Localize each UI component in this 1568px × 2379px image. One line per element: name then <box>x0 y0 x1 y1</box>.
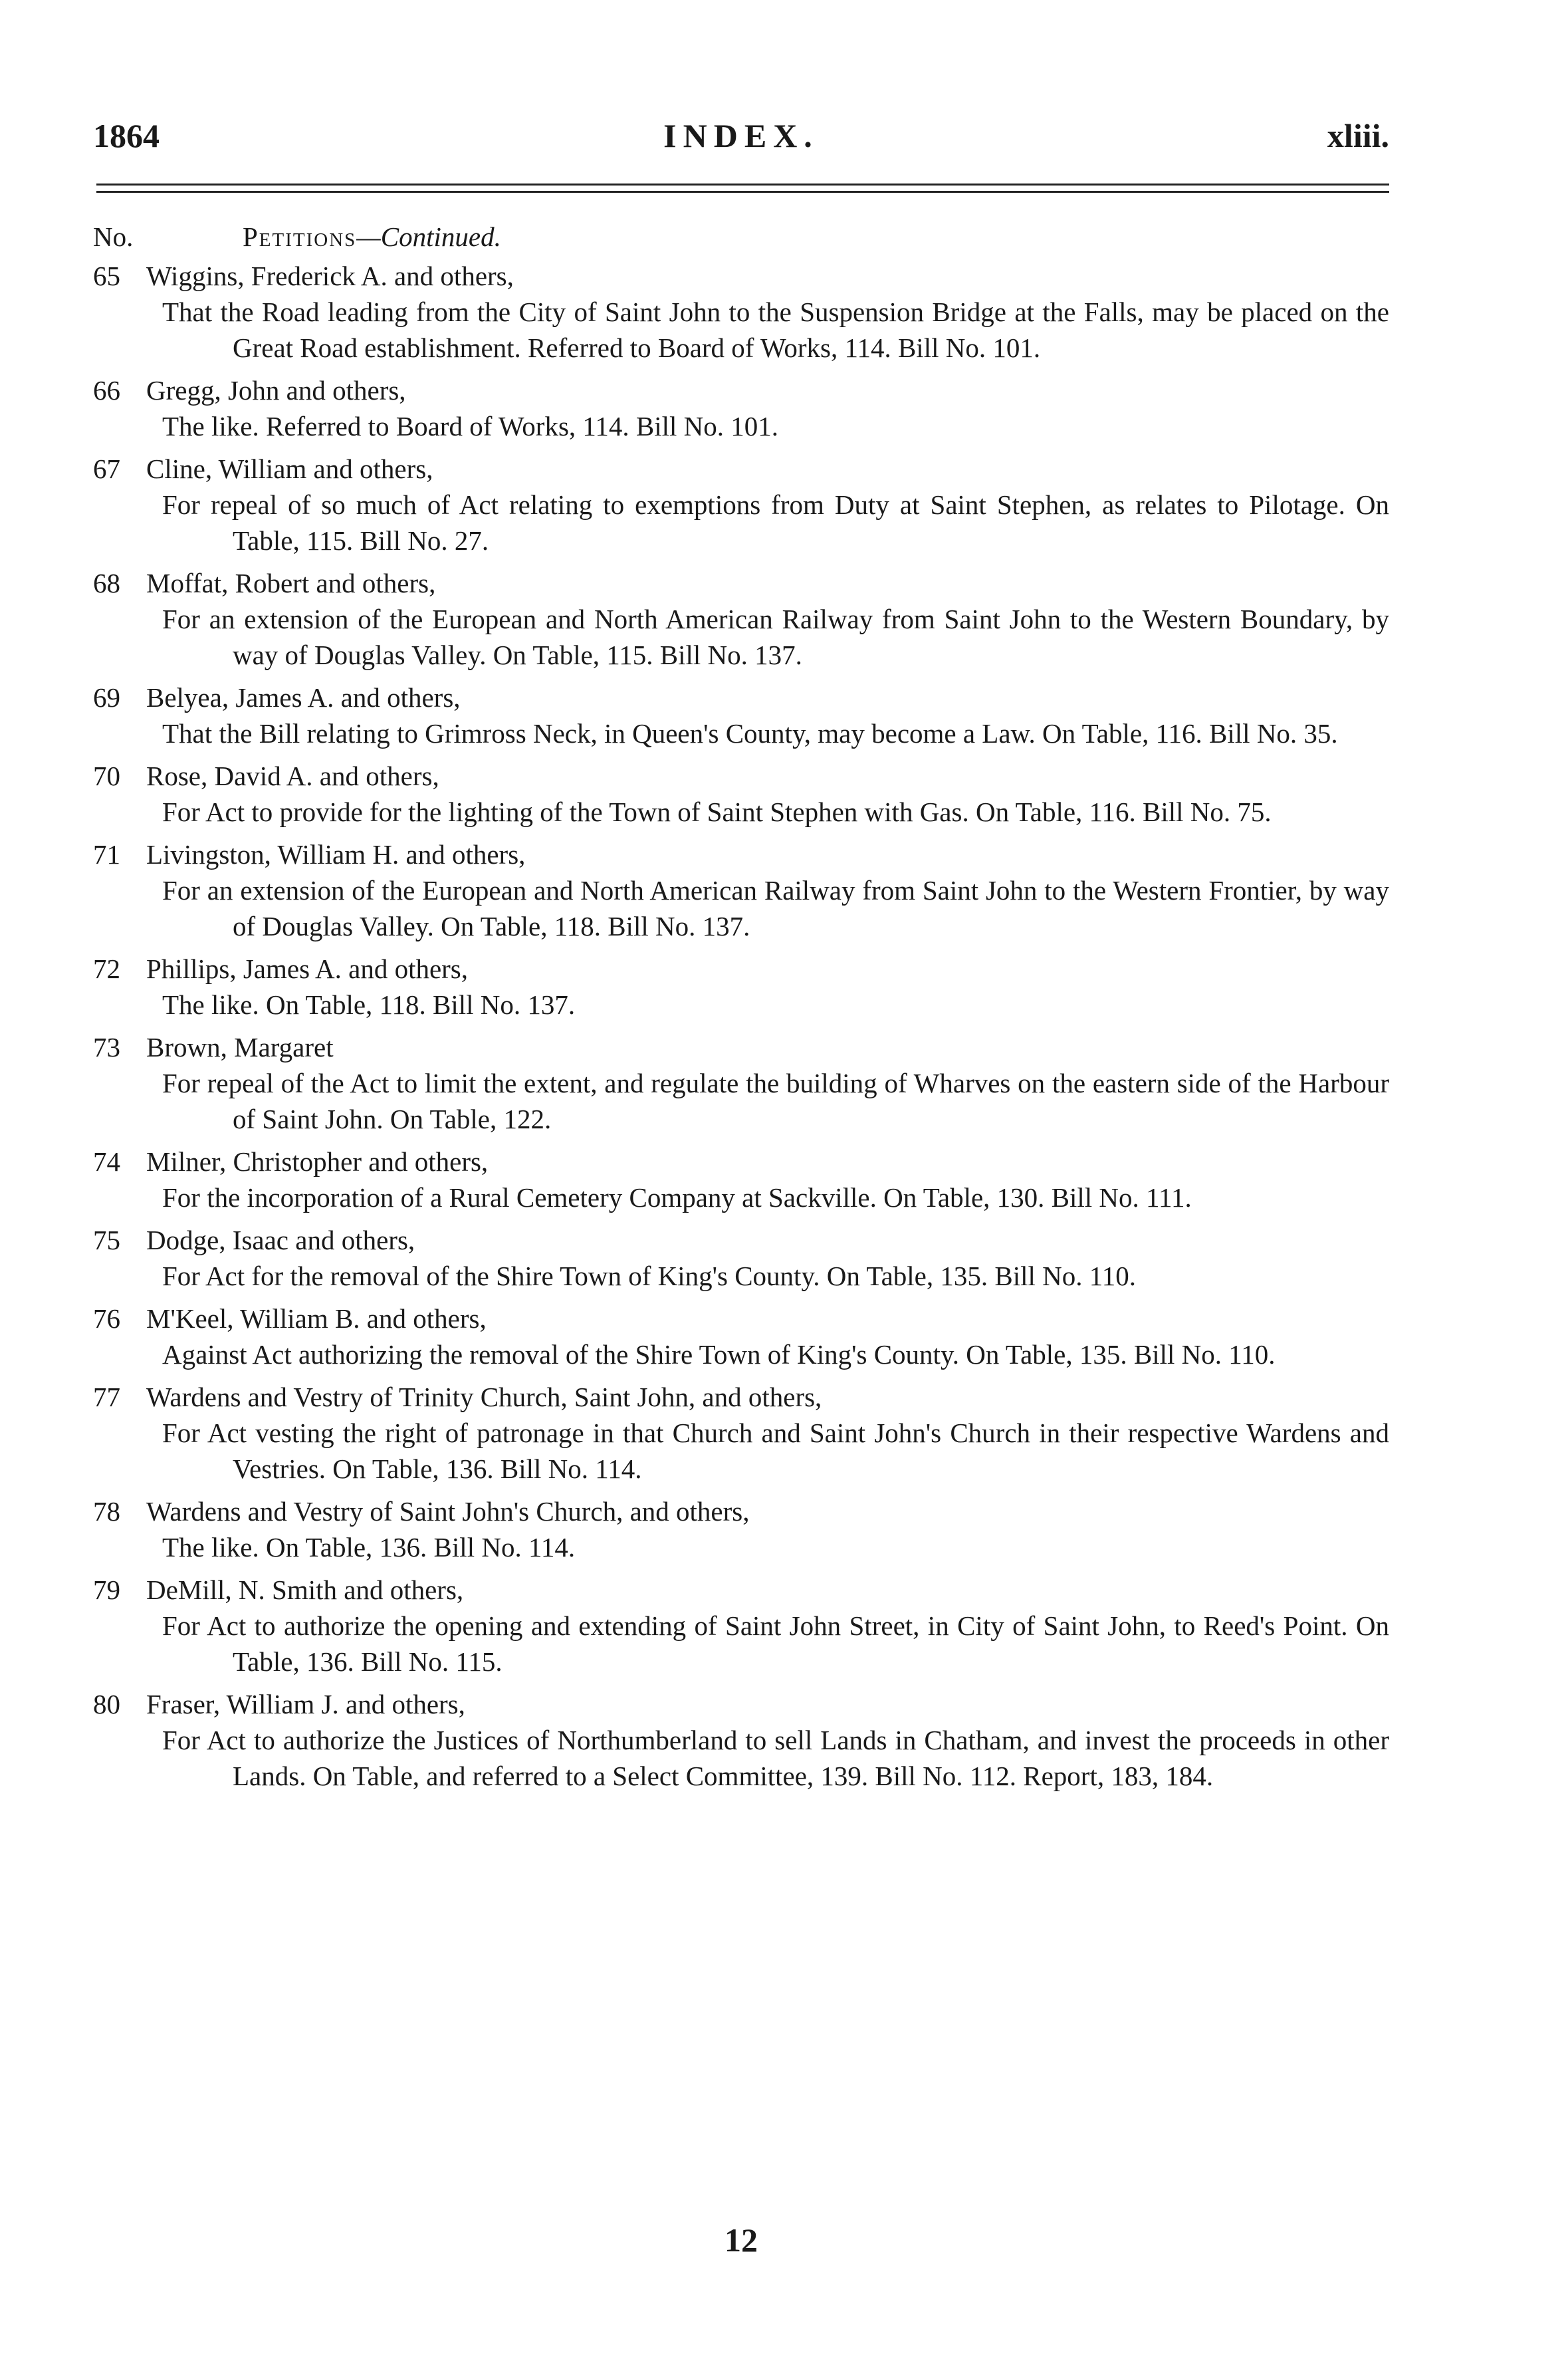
running-head <box>93 116 1389 170</box>
index-entry <box>93 1686 1389 1794</box>
petition-description: For repeal of the Act to limit the extent, and regulate the building of Wharves on the eastern side of the Harbour of Saint John. On Table, 122. <box>162 1068 1389 1134</box>
entry-heading <box>93 1379 1389 1415</box>
entry-heading <box>93 1144 1389 1180</box>
entry-number: 65 <box>93 261 120 291</box>
petitioner-name: M'Keel, William B. and others, <box>146 1303 487 1334</box>
petitioner-name: Wardens and Vestry of Trinity Church, Saint John, and others, <box>146 1382 822 1412</box>
entry-number: 70 <box>93 761 120 791</box>
entry-heading <box>93 758 1389 794</box>
index-entry <box>93 758 1389 830</box>
entry-heading <box>93 951 1389 987</box>
petitioner-name: Wardens and Vestry of Saint John's Church, and others, <box>146 1496 750 1527</box>
petition-description: For an extension of the European and North American Railway from Saint John to the Western Boundary, by way of Douglas Valley. On Table, 115. Bill No. 137. <box>162 604 1389 670</box>
index-entry <box>93 258 1389 366</box>
entry-number: 69 <box>93 682 120 713</box>
header-rule-bottom <box>96 191 1389 193</box>
index-entry <box>93 680 1389 751</box>
index-entry <box>93 1493 1389 1565</box>
document-page <box>93 0 1389 2379</box>
petition-description: Against Act authorizing the removal of the Shire Town of King's County. On Table, 135. Bill No. 110. <box>162 1339 1276 1370</box>
index-entry <box>93 372 1389 444</box>
index-entries <box>93 258 1389 1801</box>
index-entry <box>93 451 1389 559</box>
petition-description: The like. On Table, 136. Bill No. 114. <box>162 1532 576 1563</box>
entry-heading <box>93 258 1389 294</box>
petitioner-name: Belyea, James A. and others, <box>146 682 461 713</box>
petition-description: For Act to provide for the lighting of the Town of Saint Stephen with Gas. On Table, 116. Bill No. 75. <box>162 797 1272 827</box>
petition-description: The like. Referred to Board of Works, 114. Bill No. 101. <box>162 411 779 441</box>
petitioner-name: Cline, William and others, <box>146 453 433 484</box>
index-entry <box>93 836 1389 944</box>
page-folio: 12 <box>725 2221 758 2259</box>
entry-number: 75 <box>93 1225 120 1255</box>
petitioner-name: Milner, Christopher and others, <box>146 1146 489 1177</box>
header-year: 1864 <box>93 117 160 154</box>
petition-description: For Act to authorize the opening and extending of Saint John Street, in City of Saint John, to Reed's Point. On Table, 136. Bill No. 115. <box>162 1610 1389 1677</box>
number-column-label: No. <box>93 221 134 252</box>
index-entry <box>93 1029 1389 1137</box>
entry-heading <box>93 680 1389 715</box>
header-title: INDEX. <box>663 117 819 154</box>
entry-heading <box>93 451 1389 487</box>
petitioner-name: Moffat, Robert and others, <box>146 568 436 598</box>
header-rule-top <box>96 184 1389 186</box>
entry-heading <box>93 1029 1389 1065</box>
entry-number: 78 <box>93 1496 120 1527</box>
entry-heading <box>93 836 1389 872</box>
entry-number: 74 <box>93 1146 120 1177</box>
petitioner-name: Fraser, William J. and others, <box>146 1689 465 1719</box>
entry-number: 66 <box>93 375 120 406</box>
entry-heading <box>93 565 1389 601</box>
petition-description: For an extension of the European and North American Railway from Saint John to the Western Frontier, by way of Douglas Valley. On Table, 118. Bill No. 137. <box>162 875 1389 941</box>
index-entry <box>93 1379 1389 1487</box>
index-entry <box>93 1572 1389 1680</box>
petition-description: For repeal of so much of Act relating to exemptions from Duty at Saint Stephen, as relates to Pilotage. On Table, 115. Bill No. 27. <box>162 489 1389 556</box>
petition-description: For Act vesting the right of patronage in that Church and Saint John's Church in their respective Wardens and Vestries. On Table, 136. Bill No. 114. <box>162 1418 1389 1484</box>
petitioner-name: Phillips, James A. and others, <box>146 953 469 984</box>
entry-heading <box>93 1572 1389 1608</box>
petition-description: That the Bill relating to Grimross Neck, in Queen's County, may become a Law. On Table, 116. Bill No. 35. <box>162 718 1338 749</box>
entry-number: 68 <box>93 568 120 598</box>
petition-description: For the incorporation of a Rural Cemetery Company at Sackville. On Table, 130. Bill No. 111. <box>162 1182 1192 1213</box>
index-entry <box>93 1144 1389 1215</box>
index-entry <box>93 1301 1389 1372</box>
petition-description: For Act for the removal of the Shire Town of King's County. On Table, 135. Bill No. 110. <box>162 1261 1136 1291</box>
entry-heading <box>93 372 1389 408</box>
petitioner-name: Rose, David A. and others, <box>146 761 439 791</box>
petitioner-name: Wiggins, Frederick A. and others, <box>146 261 514 291</box>
index-entry <box>93 565 1389 673</box>
entry-number: 79 <box>93 1574 120 1605</box>
petitioner-name: DeMill, N. Smith and others, <box>146 1574 464 1605</box>
entry-heading <box>93 1301 1389 1336</box>
section-title: Petitions <box>243 221 357 252</box>
index-entry <box>93 1222 1389 1294</box>
entry-heading <box>93 1222 1389 1258</box>
petition-description: The like. On Table, 118. Bill No. 137. <box>162 989 576 1020</box>
entry-number: 80 <box>93 1689 120 1719</box>
section-heading <box>93 221 501 253</box>
petitioner-name: Gregg, John and others, <box>146 375 406 406</box>
index-entry <box>93 951 1389 1023</box>
petition-description: That the Road leading from the City of Saint John to the Suspension Bridge at the Falls, may be placed on the Great Road establishment. Referred to Board of Works, 114. Bill No. 101. <box>162 297 1389 363</box>
entry-heading <box>93 1493 1389 1529</box>
petition-description: For Act to authorize the Justices of Northumberland to sell Lands in Chatham, and invest the proceeds in other Lands. On Table, and referred to a Select Committee, 139. Bill No. 112. Report, 183, 184. <box>162 1725 1389 1791</box>
entry-number: 77 <box>93 1382 120 1412</box>
entry-number: 67 <box>93 453 120 484</box>
entry-number: 72 <box>93 953 120 984</box>
header-page-number: xliii. <box>1327 117 1389 154</box>
entry-heading <box>93 1686 1389 1722</box>
section-continued: —Continued. <box>356 221 501 252</box>
petitioner-name: Livingston, William H. and others, <box>146 839 526 870</box>
entry-number: 76 <box>93 1303 120 1334</box>
petitioner-name: Dodge, Isaac and others, <box>146 1225 415 1255</box>
entry-number: 71 <box>93 839 120 870</box>
petitioner-name: Brown, Margaret <box>146 1032 334 1063</box>
entry-number: 73 <box>93 1032 120 1063</box>
